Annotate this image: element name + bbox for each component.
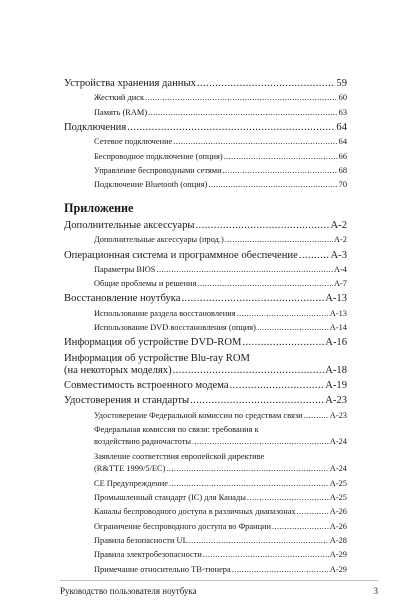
- dot-leader: [247, 494, 329, 502]
- toc-entry-title: Дополнительные аксессуары: [64, 219, 195, 231]
- toc-entry-title: Промышленный стандарт (IC) для Канады: [94, 492, 246, 502]
- dot-leader: [242, 338, 324, 349]
- toc-entry-page: A-13: [325, 293, 347, 305]
- toc-entry-page: 59: [336, 78, 347, 89]
- toc-entry-page: A-29: [329, 550, 347, 560]
- toc-entry-title: Использование DVD восстановления (опция): [94, 323, 256, 333]
- toc-entry[interactable]: [64, 123, 347, 138]
- toc-entry-title: Правила безопасности UL: [94, 536, 188, 546]
- table-of-contents: [64, 79, 347, 580]
- toc-entry-page: A-18: [325, 365, 347, 377]
- toc-entry-title: Использование раздела восстановления: [94, 308, 236, 318]
- toc-entry-page: A-24: [329, 437, 347, 447]
- toc-entry[interactable]: [64, 251, 347, 266]
- toc-section-appendix: [64, 221, 347, 580]
- toc-entry-title-continued: (R&TTE 1999/5/EC): [94, 464, 166, 474]
- toc-entry-title: Заявление соответствия европейской директиве: [94, 451, 265, 461]
- dot-leader: [173, 138, 337, 146]
- dot-leader: [148, 109, 337, 117]
- toc-entry-page: A-23: [325, 395, 347, 407]
- toc-entry[interactable]: [64, 280, 347, 294]
- toc-section-main: [64, 79, 347, 196]
- toc-entry-title: Подключения: [64, 121, 127, 133]
- dot-leader: [181, 294, 324, 305]
- footer-title: Руководство пользователя ноутбука: [60, 586, 197, 596]
- toc-entry[interactable]: [64, 79, 347, 94]
- toc-entry[interactable]: [64, 523, 347, 537]
- appendix-heading: Приложение: [64, 200, 134, 215]
- dot-leader: [297, 508, 329, 516]
- toc-entry-page: A-26: [329, 507, 347, 517]
- dot-leader: [224, 153, 338, 161]
- toc-entry-page: A-16: [325, 337, 347, 349]
- dot-leader: [272, 523, 329, 531]
- toc-entry-page: 63: [338, 107, 347, 117]
- toc-entry-page: 60: [338, 93, 347, 103]
- toc-entry-title: Память (RAM): [94, 107, 148, 117]
- toc-entry-page: 68: [338, 165, 347, 175]
- toc-entry-title: Операционная система и программное обеспечение: [64, 249, 298, 261]
- toc-entry-title: Подключение Bluetooth (опция): [94, 180, 208, 190]
- toc-entry[interactable]: [64, 412, 347, 426]
- toc-entry[interactable]: [64, 294, 347, 309]
- dot-leader: [299, 251, 330, 262]
- toc-entry-page: A-24: [329, 464, 347, 474]
- toc-entry-title: Беспроводное подключение (опция): [94, 151, 223, 161]
- toc-entry-page: A-13: [329, 308, 347, 318]
- dot-leader: [232, 566, 329, 574]
- toc-entry[interactable]: [64, 508, 347, 522]
- dot-leader: [190, 396, 324, 407]
- dot-leader: [156, 266, 333, 274]
- toc-entry-title: Информация об устройстве Blu-ray ROM: [64, 352, 250, 364]
- toc-entry[interactable]: [64, 537, 347, 551]
- toc-entry-page: 66: [338, 151, 347, 161]
- dot-leader: [195, 221, 329, 232]
- toc-entry-page: A-29: [329, 564, 347, 574]
- toc-entry-page: A-2: [330, 219, 347, 231]
- toc-entry-title: Дополнительные аксессуары (прод.): [94, 235, 224, 245]
- toc-entry-page: A-23: [329, 410, 347, 420]
- toc-entry-title: Информация об устройстве DVD-ROM: [64, 337, 242, 349]
- toc-entry[interactable]: [64, 338, 347, 353]
- dot-leader: [257, 324, 329, 332]
- dot-leader: [208, 181, 337, 189]
- dot-leader: [203, 551, 329, 559]
- toc-entry[interactable]: [64, 310, 347, 324]
- toc-entry-title: Параметры BIOS: [94, 264, 156, 274]
- toc-entry-title: Совместимость встроенного модема: [64, 380, 229, 392]
- dot-leader: [192, 438, 329, 446]
- toc-entry-title: Сетевое подключение: [94, 137, 173, 147]
- dot-leader: [225, 236, 333, 244]
- toc-entry-page: A-2: [333, 235, 347, 245]
- toc-entry-page: A-28: [329, 536, 347, 546]
- toc-entry-page: A-4: [333, 264, 347, 274]
- toc-entry-page: 64: [336, 121, 347, 133]
- page-footer: [60, 580, 378, 596]
- dot-leader: [166, 465, 328, 473]
- dot-leader: [197, 79, 336, 90]
- toc-entry-title: Управление беспроводными сетями: [94, 165, 222, 175]
- toc-entry-title: Примечание относительно ТВ-тюнера: [94, 564, 231, 574]
- toc-entry[interactable]: [64, 94, 347, 108]
- toc-entry[interactable]: [64, 266, 347, 280]
- toc-entry-title: Правила электробезопасности: [94, 550, 202, 560]
- dot-leader: [304, 412, 329, 420]
- dot-leader: [230, 381, 325, 392]
- toc-entry[interactable]: [64, 426, 347, 453]
- toc-entry-page: A-7: [333, 279, 347, 289]
- toc-entry[interactable]: [64, 221, 347, 236]
- toc-entry[interactable]: [64, 551, 347, 565]
- dot-leader: [197, 280, 333, 288]
- toc-entry-title: Удостоверение Федеральной комиссии по средствам связи: [94, 410, 303, 420]
- toc-entry[interactable]: [64, 566, 347, 580]
- toc-entry-title: Каналы беспроводного доступа в различных диапазонах: [94, 507, 296, 517]
- dot-leader: [169, 480, 329, 488]
- toc-entry-page: A-25: [329, 492, 347, 502]
- toc-entry[interactable]: [64, 138, 347, 152]
- toc-entry[interactable]: [64, 480, 347, 494]
- dot-leader: [173, 366, 325, 377]
- toc-entry[interactable]: [64, 324, 347, 338]
- toc-entry-title-continued: воздействию радиочастоты: [94, 437, 192, 447]
- toc-entry[interactable]: [64, 494, 347, 508]
- toc-entry-title: Устройства хранения данных: [64, 78, 196, 89]
- toc-entry[interactable]: [64, 396, 347, 411]
- toc-entry-title: Жесткий диск: [94, 93, 145, 103]
- toc-entry-page: 64: [338, 137, 347, 147]
- toc-entry-title: Восстановление ноутбука: [64, 293, 181, 305]
- toc-entry-page: A-25: [329, 478, 347, 488]
- toc-entry-page: 70: [338, 180, 347, 190]
- toc-entry[interactable]: [64, 453, 347, 480]
- dot-leader: [223, 167, 338, 175]
- toc-entry-title: Общие проблемы и решения: [94, 279, 197, 289]
- toc-entry[interactable]: [64, 181, 347, 195]
- toc-entry-page: A-19: [325, 380, 347, 392]
- toc-entry-title: Удостоверения и стандарты: [64, 395, 190, 407]
- toc-entry[interactable]: [64, 153, 347, 167]
- toc-entry[interactable]: [64, 381, 347, 396]
- toc-entry-title: CE Предупреждение: [94, 478, 168, 488]
- toc-entry-page: A-26: [329, 521, 347, 531]
- toc-entry[interactable]: [64, 167, 347, 181]
- toc-entry[interactable]: [64, 109, 347, 123]
- footer-page-number: 3: [373, 586, 378, 596]
- toc-entry[interactable]: [64, 354, 347, 382]
- dot-leader: [237, 310, 329, 318]
- dot-leader: [145, 94, 338, 102]
- toc-entry[interactable]: [64, 236, 347, 250]
- dot-leader: [127, 123, 335, 134]
- toc-entry-page: A-14: [329, 323, 347, 333]
- toc-entry-page: A-3: [330, 249, 347, 261]
- toc-entry-title: Федеральная комиссия по связи: требования к: [94, 424, 259, 434]
- dot-leader: [189, 537, 329, 545]
- toc-entry-title: Ограничение беспроводного доступа во Франции: [94, 521, 272, 531]
- toc-entry-title-continued: (на некоторых моделях): [64, 365, 172, 377]
